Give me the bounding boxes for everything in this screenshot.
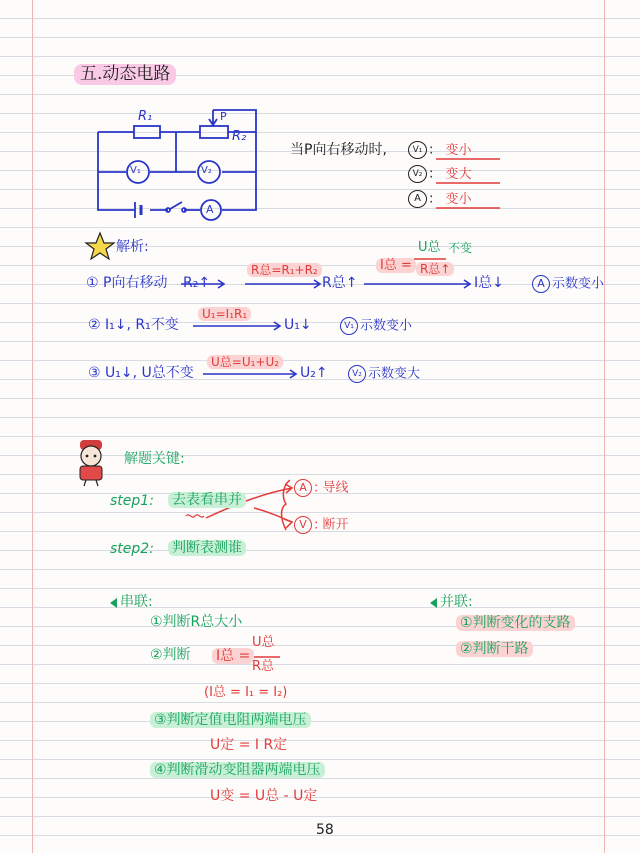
parallel-item2: ②判断干路 — [456, 641, 533, 657]
analysis-step1-end-text: 示数变小 — [552, 276, 605, 292]
key-branch-v — [292, 516, 349, 534]
resistor-r1 — [134, 126, 160, 138]
analysis-step1-itotal: I总↓ — [474, 275, 504, 291]
analysis-step3-end — [346, 365, 420, 383]
analysis-step1-rtotal: R总↑ — [322, 275, 358, 291]
key-branch-a-text: : 导线 — [314, 480, 349, 496]
series-item3-formula: U定 = I R定 — [210, 737, 288, 753]
v2-meter-icon: V₂ — [408, 165, 427, 183]
analysis-step2-arrow-label: U₁=I₁R₁ — [198, 307, 251, 321]
answer-v2: 变大 — [445, 166, 472, 182]
analysis-step1-start: ① P向右移动 — [86, 275, 168, 291]
series-item1: ①判断R总大小 — [150, 614, 243, 630]
question-row-a — [406, 190, 472, 208]
a-meter-icon: A — [408, 190, 427, 208]
question-row-sep: : — [429, 166, 434, 182]
a-label: A — [206, 203, 214, 216]
analysis-step2-mid: U₁↓ — [284, 317, 312, 333]
v1-meter-icon: V₁ — [340, 317, 358, 335]
series-item3: ③判断定值电阻两端电压 — [150, 712, 311, 728]
analysis-step2-end — [338, 317, 412, 335]
a-meter-icon: A — [294, 479, 312, 497]
analysis-step3-end-text: 示数变大 — [368, 366, 421, 382]
key-heading: 解题关键: — [124, 451, 185, 467]
cartoon-character-icon — [80, 440, 102, 486]
analysis-step3-start: ③ U₁↓, U总不变 — [88, 365, 194, 381]
key-step1-text: 去表看串并 — [168, 492, 246, 508]
parallel-heading: 并联: — [440, 594, 473, 610]
question-row-v2 — [406, 165, 472, 183]
analysis-step2-start: ② I₁↓, R₁不变 — [88, 317, 179, 333]
analysis-step3-mid: U₂↑ — [300, 365, 328, 381]
analysis-step1-denominator: R总↑ — [416, 262, 454, 276]
series-heading: 串联: — [120, 594, 153, 610]
series-item2-lhs: I总 = — [212, 648, 254, 664]
series-item2-note: (I总 = I₁ = I₂) — [204, 685, 288, 700]
analysis-step1-arrow1-label: R总=R₁+R₂ — [247, 263, 322, 277]
series-item2-prefix: ②判断 — [150, 647, 191, 663]
v2-label: V₂ — [201, 165, 212, 176]
key-branch-v-text: : 断开 — [314, 517, 349, 533]
page-number: 58 — [316, 822, 334, 838]
analysis-step1-end — [530, 275, 604, 293]
question-prompt: 当P向右移动时, — [290, 142, 387, 158]
key-branch-a — [292, 479, 349, 497]
v2-meter-icon: V₂ — [348, 365, 366, 383]
section-title: 五.动态电路 — [74, 64, 176, 85]
question-row-v1 — [406, 141, 472, 159]
question-row-sep: : — [429, 191, 434, 207]
r1-label: R₁ — [138, 109, 153, 124]
a-meter-icon: A — [532, 275, 550, 293]
parallel-item1: ①判断变化的支路 — [456, 615, 575, 631]
r2-label: R₂ — [232, 129, 247, 144]
series-item2-denominator: R总 — [252, 659, 275, 674]
analysis-step1-formula: I总 = — [376, 258, 416, 273]
rheostat-r2 — [200, 126, 228, 138]
series-item4-formula: U变 = U总 - U定 — [210, 788, 318, 804]
key-step2-text: 判断表测谁 — [168, 540, 246, 556]
v-meter-icon: V — [294, 516, 312, 534]
series-item4: ④判断滑动变阻器两端电压 — [150, 762, 325, 778]
answer-a: 变小 — [445, 191, 472, 207]
analysis-step2-end-text: 示数变小 — [360, 318, 413, 334]
analysis-step3-arrow-label: U总=U₁+U₂ — [207, 355, 283, 369]
analysis-step1-note: 不变 — [448, 241, 473, 255]
v1-label: V₁ — [130, 165, 141, 176]
key-step1-label: step1: — [110, 493, 154, 509]
answer-v1: 变小 — [445, 142, 472, 158]
analysis-step1-r2: R₂↑ — [183, 275, 211, 291]
v1-meter-icon: V₁ — [408, 141, 427, 159]
key-step2-label: step2: — [110, 541, 154, 557]
analysis-heading: 解析: — [116, 239, 149, 255]
series-item2-numerator: U总 — [252, 635, 275, 650]
p-label: P — [220, 110, 227, 123]
question-row-sep: : — [429, 142, 434, 158]
analysis-step1-numerator: U总 — [418, 240, 441, 255]
